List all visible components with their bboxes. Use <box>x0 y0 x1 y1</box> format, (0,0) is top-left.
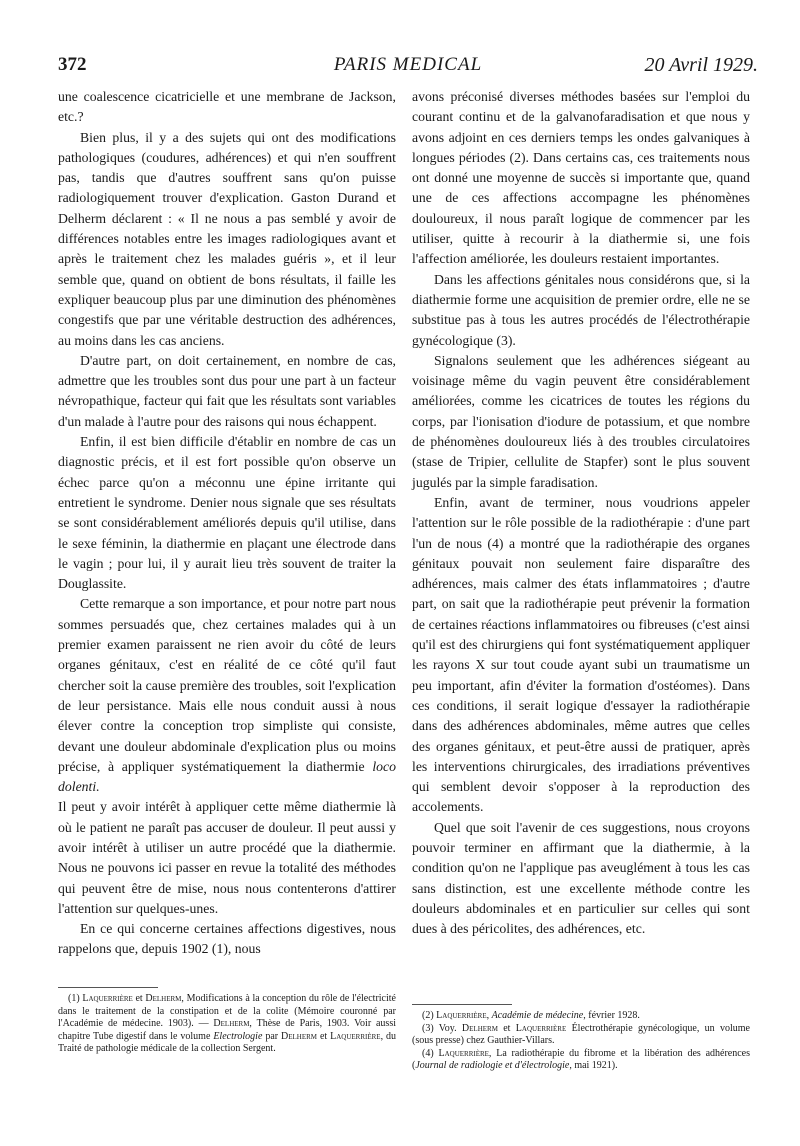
paragraph: avons préconisé diverses méthodes basées sur l'emploi du courant continu et de la galvanofaradisation et que nous y avons adjoint en ces derniers temps les ondes galvaniques à longues périodes (2). Dans certains cas, ces traitements nous ont donné une moyenne de succès si importante que, quand une de ces affections accompagne les phénomènes douloureux, il nous paraît logique de commencer par les utiliser, quitte à recourir à la diathermie si, une fois l'affection améliorée, les douleurs restaient importantes. <box>412 89 750 267</box>
paragraph: En ce qui concerne certaines affections digestives, nous rappelons que, depuis 1902 (1), nous <box>58 921 396 957</box>
paragraph: une coalescence cicatricielle et une membrane de Jackson, etc.? <box>58 89 396 125</box>
footnote-rule <box>58 987 158 988</box>
footnotes-left <box>58 993 396 1056</box>
footnote-4: (4) Laquerrière, La radiothérapie du fibrome et la libération des adhérences (Journal de radiologie et d'électrologie, mai 1921). <box>412 1047 751 1072</box>
paragraph: Quel que soit l'avenir de ces suggestions, nous croyons pouvoir terminer en affirmant que la diathermie, à la condition qu'on ne l'applique pas aveuglément à tous les cas sans distinction, est une excellente méthode contre les douleurs abdominales et en particulier sur celles qui sont dues à des péricolites, des adhérences, etc. <box>412 819 750 937</box>
page-header <box>58 54 758 84</box>
footnote-rule <box>412 1004 512 1005</box>
footnote-2: (2) Laquerrière, Académie de médecine, février 1928. <box>422 1010 640 1021</box>
italic-phrase: loco dolenti. <box>58 758 396 795</box>
journal-title: PARIS MEDICAL <box>333 54 483 75</box>
footnote-1: (1) Laquerrière et Delherm, Modifications à la conception du rôle de l'électricité dans le traitement de la constipation et de la colite (Mémoire couronné par l'Académie de médecine. 1903). — Delherm, Thèse de Paris, 1903. Voir aussi chapitre Tube digestif dans le volume Electrologie par Delherm et Laquerrière, du Traité de pathologie médicale de la collection Sergent. <box>58 993 396 1055</box>
paragraph: Enfin, il est bien difficile d'établir en nombre de cas un diagnostic précis, et il est fort possible qu'on observe un échec parce qu'on a méconnu une épine irritante qui entretient le syndrome. Denier nous signale que ses résultats se sont considérablement améliorés depuis qu'il utilise, dans le sexe féminin, la diathermie en plaçant une électrode dans le vagin ; pour lui, il y aurait lieu très souvent de traiter la Douglassite. <box>58 434 396 592</box>
right-column <box>412 87 750 939</box>
paragraph <box>58 594 396 797</box>
footnotes-right <box>412 1010 750 1073</box>
footnote-3: (3) Voy. Delherm et Laquerrière Électrothérapie gynécologique, un volume (sous presse) chez Gauthier-Villars. <box>412 1022 750 1047</box>
paragraph: Enfin, avant de terminer, nous voudrions appeler l'attention sur le rôle possible de la radiothérapie : d'une part l'un de nous (4) a montré que la radiothérapie des organes génitaux pouvait non seulement faire disparaître des adhérences, mais calmer des états inflammatoires ; d'autre part, on sait que la radiothérapie peut prévenir la formation de certaines réactions inflammatoires ou fibreuses (c'est ainsi qu'il est des chirurgiens qui font systématiquement appliquer les rayons X sur tout coude ayant subi un traumatisme un peu important, afin d'éviter la formation d'ostéomes). Dans ces conditions, il serait logique d'essayer la radiothérapie dans des adhérences abdominales, même autres que celles des organes génitaux, et peut-être aussi de pratiquer, après les interventions chirurgicales, des irradiations préventives qui semblent devoir s'opposer à la reproduction des accolements. <box>412 494 750 815</box>
paragraph: Bien plus, il y a des sujets qui ont des modifications pathologiques (coudures, adhérences) et qui n'en souffrent pas, tandis que d'autres souffrent sans qu'on puisse radiologiquement trouver d'explication. Gaston Durand et Delherm déclarent : « Il ne nous a pas semblé y avoir de différences notables entre les images radiologiques avant et après le traitement chez les malades guéris », et il leur semble que, quand on obtient de bons résultats, il faille les expliquer beaucoup plus par une diminution des phénomènes congestifs que par une véritable destruction des adhérences, au moins dans les cas anciens. <box>58 129 396 348</box>
paragraph: Il peut y avoir intérêt à appliquer cette même diathermie là où le patient ne paraît pas accuser de douleur. Il peut aussi y avoir intérêt à utiliser un autre procédé que la diathermie. Nous ne pouvons ici passer en revue la totalité des méthodes qui peuvent être de mise, nous nous contenterons d'attirer l'attention sur quelques-unes. <box>58 799 396 916</box>
paragraph: Signalons seulement que les adhérences siégeant au voisinage même du vagin peuvent être considérablement améliorées, comme les cicatrices de toutes les régions du corps, par l'ionisation d'iodure de potassium, et que nombre de phénomènes douloureux liés à des troubles circulatoires (stase de Tripier, cellulite de Stapfer) sont le plus souvent jugulés par la simple faradisation. <box>412 352 750 490</box>
page-number: 372 <box>58 54 87 75</box>
paragraph: D'autre part, on doit certainement, en nombre de cas, admettre que les troubles sont dus pour une part à un facteur névropathique, facteur qui fait que les résultats sont variables d'un malade à l'autre pour des raisons qui nous échappent. <box>58 352 396 429</box>
left-column <box>58 87 396 960</box>
paragraph: Dans les affections génitales nous considérons que, si la diathermie forme une acquisition de premier ordre, elle ne se substitue pas à tous les autres procédés de l'électrothérapie gynécologique (3). <box>412 271 750 348</box>
paragraph-text: Cette remarque a son importance, et pour notre part nous sommes persuadés que, chez certaines malades qui à un premier examen paraissent ne rien avoir du côté de leurs organes génitaux, c'est en réalité de ce côté qu'il faut chercher soit la cause première des troubles, soit l'explication de leur persistance. Mais elle nous conduit aussi à nous élever contre la conception trop simpliste qui consiste, devant une douleur abdominale d'explication plus ou moins précise, à appliquer systématiquement la diathermie <box>58 596 396 774</box>
issue-date: 20 Avril 1929. <box>644 54 758 76</box>
